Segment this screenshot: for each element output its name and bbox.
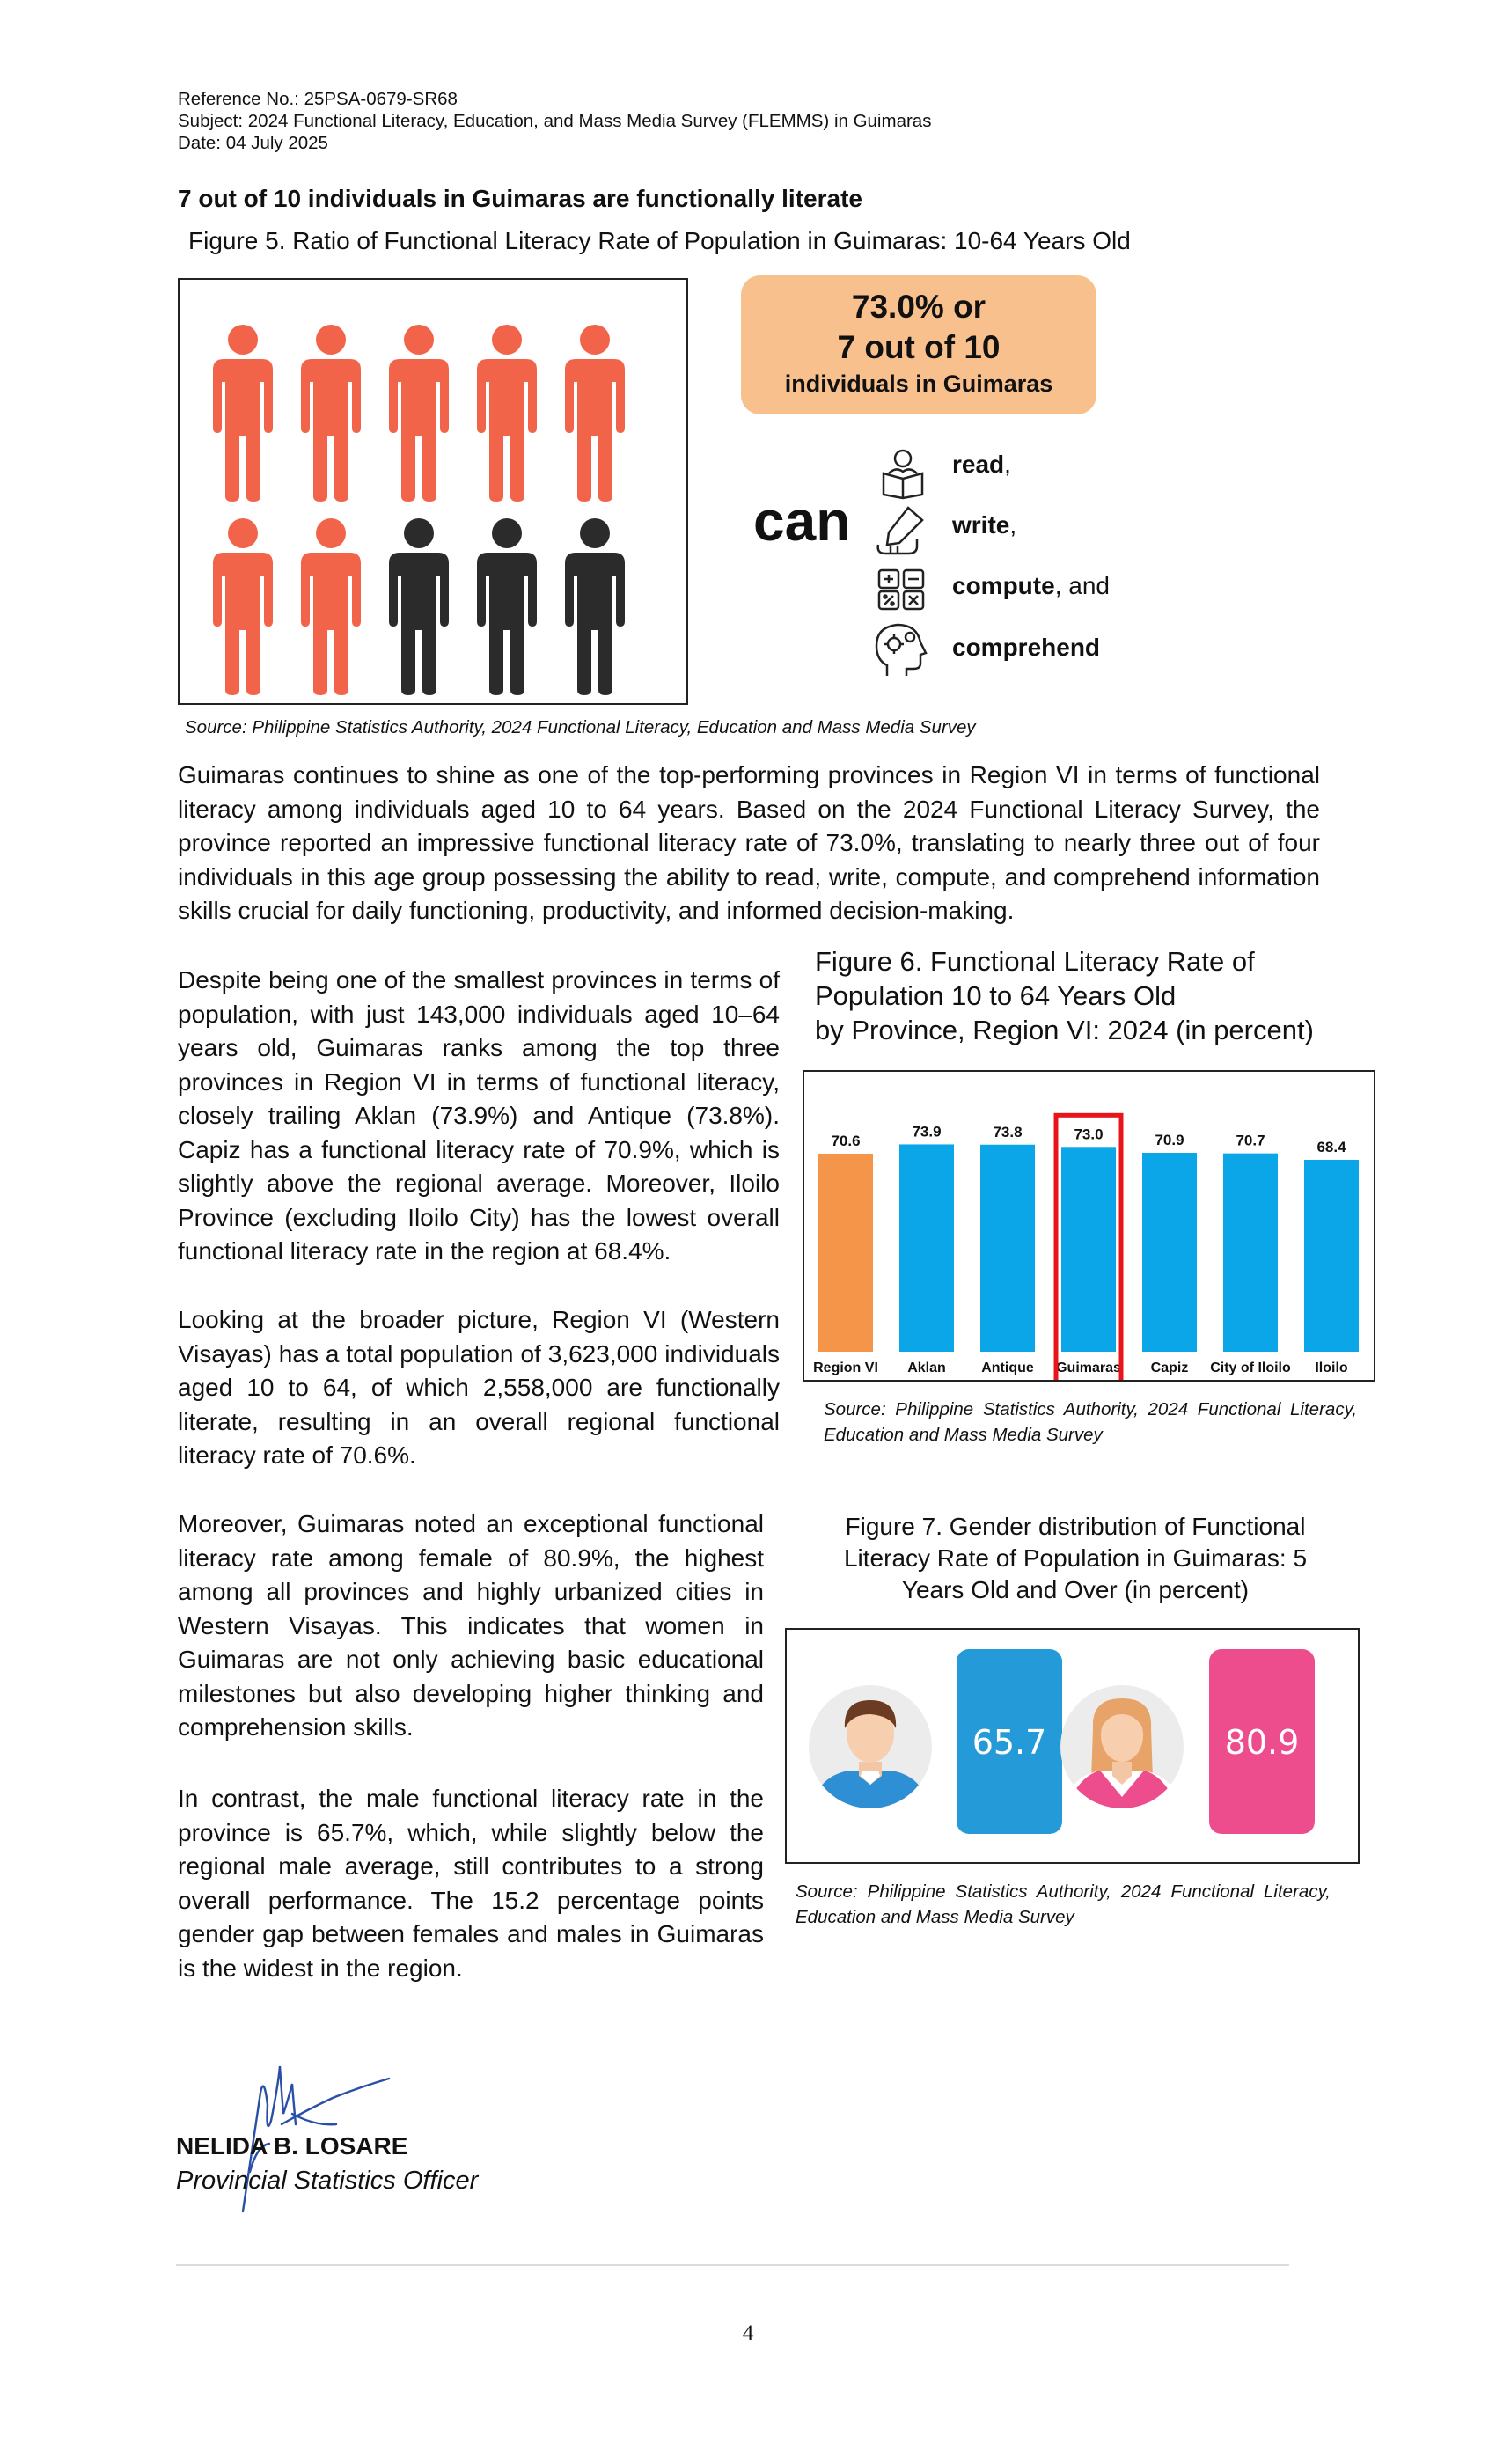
paragraph-region: Looking at the broader picture, Region VI (Western Visayas) has a total population of 3,623,000 individuals aged 10 to 64, of which 2,558,000 are functionally literate, resulting in an overall regional functional literacy rate of 70.6%. — [178, 1306, 780, 1469]
stat-subject: individuals in Guimaras — [784, 370, 1053, 397]
paragraph-female: Moreover, Guimaras noted an exceptional functional literacy rate among female of 80.9%, the highest among all provinces and highly urbanized cities in Western Visayas. This indicates that women in Guimaras are not only achieving basic educational milestones but also developing higher thinking and comprehension skills. — [178, 1510, 764, 1741]
category-label: Guimaras — [1056, 1360, 1121, 1375]
person-icon — [213, 518, 273, 695]
category-label: Antique — [981, 1360, 1034, 1375]
bar-value-label: 70.7 — [1236, 1132, 1265, 1149]
stat-percent: 73.0% or — [851, 289, 986, 325]
category-label: Region VI — [813, 1360, 878, 1375]
literacy-stat-callout — [741, 275, 1096, 414]
bar-guimaras — [1061, 1147, 1116, 1352]
paragraph-male: In contrast, the male functional literacy rate in the province is 65.7%, which, while slightly below the regional male average, still contributes to a strong overall performance. The 15.2 percentage points gender gap between females and males in Guimaras is the widest in the region. — [178, 1785, 764, 1982]
activity-write-suffix: , — [1009, 511, 1017, 539]
paragraph-intro: Guimaras continues to shine as one of the top-performing provinces in Region VI in terms of functional literacy among individuals aged 10 to 64 years. Based on the 2024 Functional Literacy Survey, the province reported an impressive functional literacy rate of 73.0%, translating to nearly three out of four individuals in this age group possessing the ability to read, write, compute, and comprehend information skills crucial for daily functioning, productivity, and informed decision-making. — [178, 761, 1320, 924]
people-pictogram — [178, 278, 688, 705]
activity-compute — [952, 572, 1110, 600]
person-icon — [477, 518, 537, 695]
gender-graphic — [787, 1630, 1358, 1862]
footer-divider — [176, 2264, 1289, 2266]
activity-read-label: read — [952, 451, 1005, 478]
activity-write-label: write — [952, 511, 1010, 539]
bar-value-label: 68.4 — [1316, 1138, 1346, 1155]
female-avatar-icon — [1060, 1685, 1184, 1810]
gender-infographic — [785, 1628, 1360, 1864]
person-icon — [565, 518, 625, 695]
bar-aklan — [899, 1144, 954, 1352]
figure7-caption: Figure 7. Gender distribution of Functional Literacy Rate of Population in Guimaras: 5 Years Old and Over (in percent) — [843, 1513, 1308, 1603]
bar-value-label: 73.0 — [1074, 1126, 1104, 1143]
writing-hand-icon — [873, 504, 931, 557]
activity-read-suffix: , — [1004, 451, 1011, 478]
figure6-caption-line1: Figure 6. Functional Literacy Rate of — [815, 946, 1255, 977]
person-icon — [213, 325, 273, 502]
bar-chart — [804, 1072, 1374, 1380]
signatory-name: NELIDA B. LOSARE — [176, 2132, 408, 2160]
signatory-title: Provincial Statistics Officer — [176, 2167, 479, 2195]
male-rate-value: 65.7 — [972, 1723, 1047, 1762]
page-number: 4 — [742, 2321, 754, 2345]
can-label: can — [753, 489, 851, 553]
category-label: Capiz — [1150, 1360, 1189, 1375]
person-icon — [477, 325, 537, 502]
stat-ratio: 7 out of 10 — [837, 329, 1001, 365]
figure5-source: Source: Philippine Statistics Authority, 2024 Functional Literacy, Education and Mass Media Survey — [185, 717, 976, 737]
activity-read — [952, 451, 1011, 479]
bar-antique — [980, 1145, 1035, 1352]
bar-capiz — [1142, 1153, 1197, 1352]
paragraph-ranking: Despite being one of the smallest provinces in terms of population, with just 143,000 individuals aged 10–64 years old, Guimaras ranks among the top three provinces in Region VI in terms of functional literacy, closely trailing Aklan (73.9%) and Antique (73.8%). Capiz has a functional literacy rate of 70.9%, which is slightly above the regional average. Moreover, Iloilo Province (excluding Iloilo City) has the lowest overall functional literacy rate in the region at 68.4%. — [178, 966, 780, 1265]
subject-line: Subject: 2024 Functional Literacy, Education, and Mass Media Survey (FLEMMS) in Guimaras — [178, 111, 932, 131]
activity-comprehend-label: comprehend — [952, 634, 1101, 661]
figure7-source: Source: Philippine Statistics Authority, 2024 Functional Literacy, Education and Mass Media Survey — [796, 1881, 1331, 1927]
bar-value-label: 70.9 — [1155, 1132, 1184, 1149]
bar-value-label: 73.8 — [993, 1123, 1023, 1140]
section-headline: 7 out of 10 individuals in Guimaras are functionally literate — [178, 185, 862, 212]
activity-write — [952, 511, 1016, 539]
math-operators-icon — [876, 568, 926, 612]
reading-book-icon — [875, 447, 931, 500]
bar-value-label: 73.9 — [912, 1123, 942, 1140]
bar-value-label: 70.6 — [831, 1132, 861, 1149]
person-icon — [301, 325, 361, 502]
bar-region-vi — [818, 1154, 873, 1352]
activity-compute-suffix: , and — [1054, 572, 1110, 599]
person-icon — [389, 518, 449, 695]
figure5-caption: Figure 5. Ratio of Functional Literacy Rate of Population in Guimaras: 10-64 Years Old — [188, 227, 1131, 254]
bar-city-of-iloilo — [1223, 1154, 1278, 1352]
category-label: Iloilo — [1315, 1360, 1348, 1375]
person-icon — [565, 325, 625, 502]
pictogram-svg — [180, 280, 686, 703]
female-rate-value: 80.9 — [1224, 1723, 1300, 1762]
reference-number: Reference No.: 25PSA-0679-SR68 — [178, 89, 458, 109]
figure6-source: Source: Philippine Statistics Authority, 2024 Functional Literacy, Education and Mass Media Survey — [824, 1399, 1357, 1445]
figure6-caption-line3: by Province, Region VI: 2024 (in percent) — [815, 1015, 1314, 1045]
category-label: City of Iloilo — [1210, 1360, 1291, 1375]
person-icon — [301, 518, 361, 695]
date-line: Date: 04 July 2025 — [178, 133, 328, 153]
person-icon — [389, 325, 449, 502]
document-header — [178, 88, 931, 154]
bar-chart-frame — [803, 1070, 1375, 1382]
figure6-caption-line2: Population 10 to 64 Years Old — [815, 980, 1177, 1011]
male-avatar-icon — [809, 1685, 932, 1810]
activity-comprehend — [952, 634, 1100, 662]
bar-iloilo — [1304, 1160, 1359, 1352]
category-label: Aklan — [907, 1360, 946, 1375]
figure6-caption — [815, 944, 1314, 1047]
head-gears-icon — [869, 618, 933, 679]
activity-compute-label: compute — [952, 572, 1055, 599]
